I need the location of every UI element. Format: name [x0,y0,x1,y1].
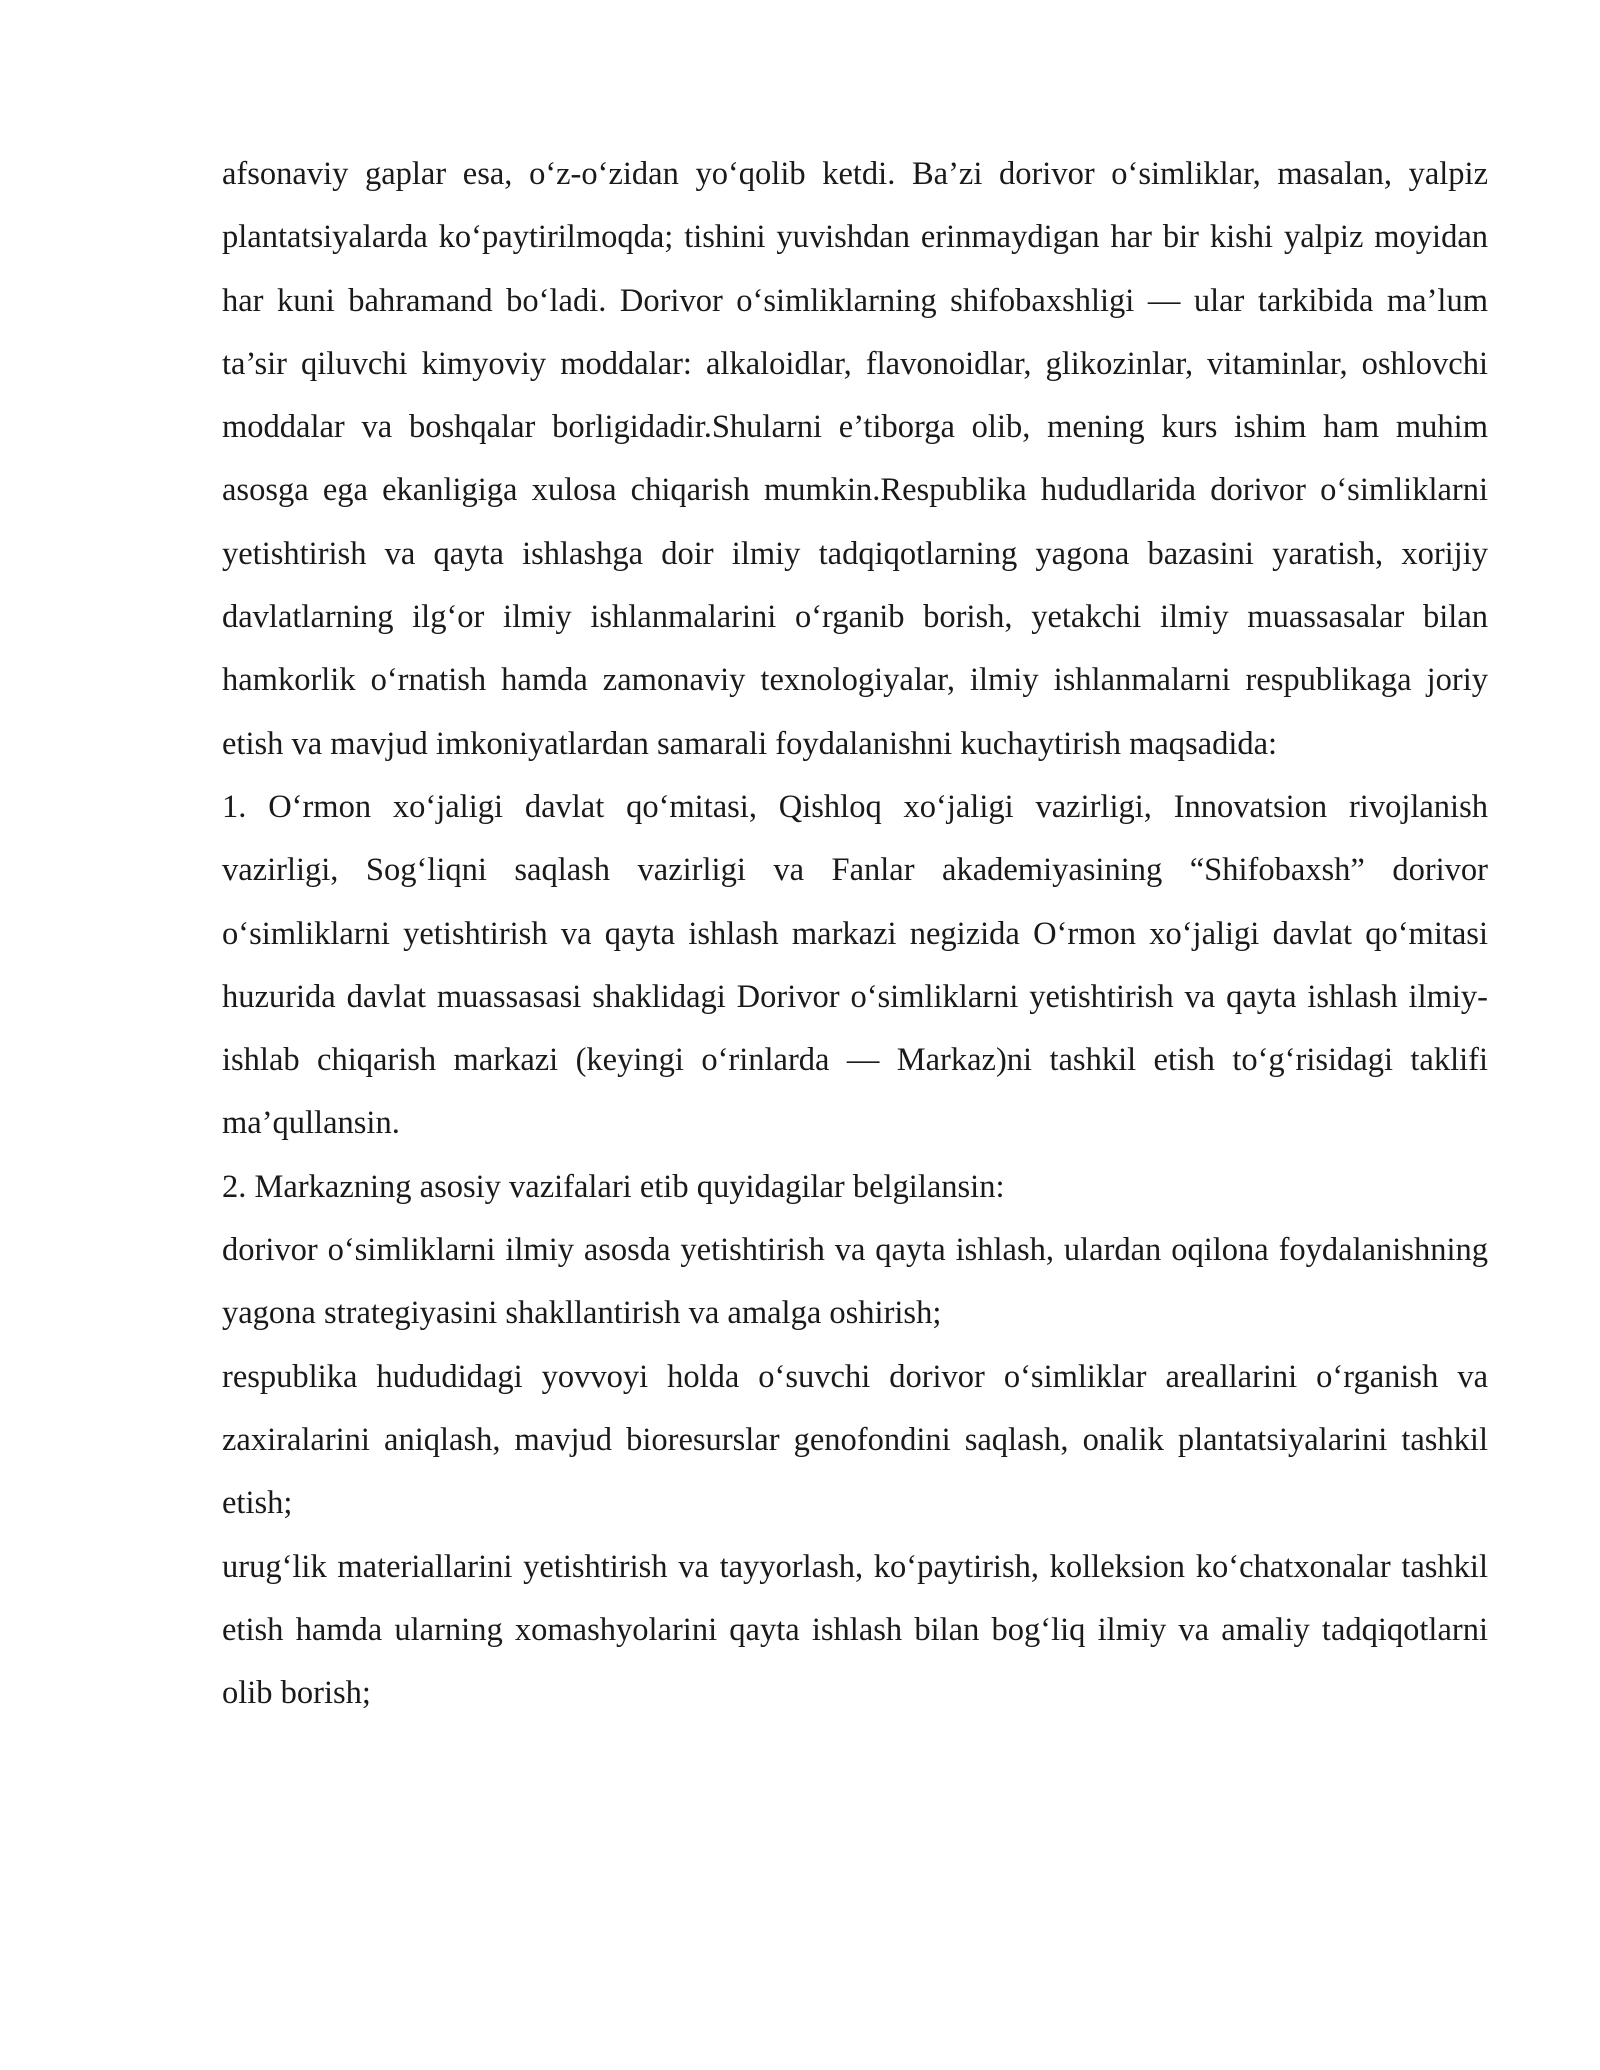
paragraph-intro: afsonaviy gaplar esa, o‘z-o‘zidan yo‘qolib ketdi. Ba’zi dorivor o‘simliklar, masalan, yalpiz plantatsiyalarda ko‘paytirilmoqda; tishini yuvishdan erinmaydigan har bir kishi yalpiz moyidan har kuni bahramand bo‘ladi. Dorivor o‘simliklarning shifobaxshligi — ular tarkibida ma’lum ta’sir qiluvchi kimyoviy moddalar: alkaloidlar, flavonoidlar, glikozinlar, vitaminlar, oshlovchi moddalar va boshqalar borligidadir.Shularni e’tiborga olib, mening kurs ishim ham muhim asosga ega ekanligiga xulosa chiqarish mumkin.Respublika hududlarida dorivor o‘simliklarni yetishtirish va qayta ishlashga doir ilmiy tadqiqotlarning yagona bazasini yaratish, xorijiy davlatlarning ilg‘or ilmiy ishlanmalarini o‘rganib borish, yetakchi ilmiy muassasalar bilan hamkorlik o‘rnatish hamda zamonaviy texnologiyalar, ilmiy ishlanmalarni respublikaga joriy etish va mavjud imkoniyatlardan samarali foydalanishni kuchaytirish maqsadida: [222,156,1488,762]
paragraph-item-1: 1. O‘rmon xo‘jaligi davlat qo‘mitasi, Qishloq xo‘jaligi vazirligi, Innovatsion rivojlanish vazirligi, Sog‘liqni saqlash vazirligi va Fanlar akademiyasining “Shifobaxsh” dorivor o‘simliklarni yetishtirish va qayta ishlash markazi negizida O‘rmon xo‘jaligi davlat qo‘mitasi huzurida davlat muassasasi shaklidagi Dorivor o‘simliklarni yetishtirish va qayta ishlash ilmiy-ishlab chiqarish markazi (keyingi o‘rinlarda — Markaz)ni tashkil etish to‘g‘risidagi taklifi ma’qullansin. [222,788,1488,1142]
paragraph-task-strategy: dorivor o‘simliklarni ilmiy asosda yetishtirish va qayta ishlash, ulardan oqilona foydalanishning yagona strategiyasini shakllantirish va amalga oshirish; [222,1232,1488,1332]
paragraph-item-2: 2. Markazning asosiy vazifalari etib quyidagilar belgilansin: [222,1168,1005,1205]
paragraph-task-areas: respublika hududidagi yovvoyi holda o‘suvchi dorivor o‘simliklar areallarini o‘rganish va zaxiralarini aniqlash, mavjud bioresurslar genofondini saqlash, onalik plantatsiyalarini tashkil etish; [222,1358,1488,1522]
paragraph-task-seeds: urug‘lik materiallarini yetishtirish va tayyorlash, ko‘paytirish, kolleksion ko‘chatxonalar tashkil etish hamda ularning xomashyolarini qayta ishlash bilan bog‘liq ilmiy va amaliy tadqiqotlarni olib borish; [222,1548,1488,1712]
document-body [222,143,1488,1725]
